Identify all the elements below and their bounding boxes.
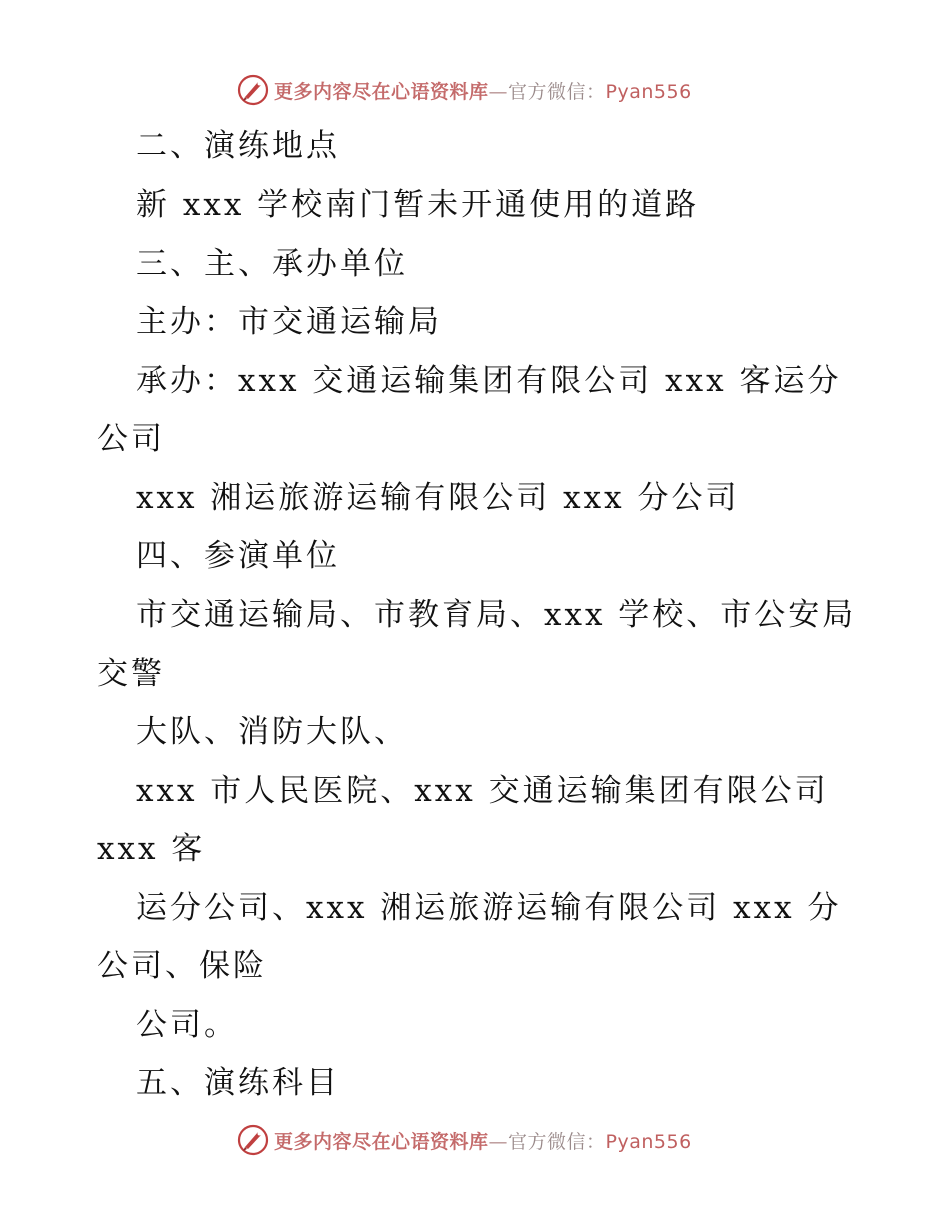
watermark-dash: —	[488, 1130, 509, 1153]
paragraph-line: xxx 客	[97, 831, 206, 867]
quill-pen-logo-icon	[236, 1123, 270, 1157]
watermark-label: 官方微信：	[508, 1130, 606, 1153]
footer-watermark	[236, 1122, 716, 1158]
watermark-label: 官方微信：	[508, 80, 606, 103]
section-heading-drill-subjects: 五、演练科目	[136, 1065, 340, 1101]
paragraph-line: 公司。	[136, 1007, 238, 1043]
paragraph-line: xxx 湘运旅游运输有限公司 xxx 分公司	[136, 480, 740, 516]
paragraph-line: 公司	[97, 421, 165, 457]
section-heading-location: 二、演练地点	[136, 128, 340, 164]
paragraph-line: 大队、消防大队、	[136, 714, 408, 750]
paragraph-line: 市交通运输局、市教育局、xxx 学校、市公安局	[136, 597, 857, 633]
watermark-text	[274, 1127, 692, 1154]
watermark-main: 更多内容尽在心语资料库	[274, 80, 489, 103]
paragraph-line: xxx 市人民医院、xxx 交通运输集团有限公司	[136, 773, 829, 809]
quill-pen-logo-icon	[236, 73, 270, 107]
watermark-main: 更多内容尽在心语资料库	[274, 1130, 489, 1153]
watermark-text	[274, 77, 692, 104]
watermark-wechat-id: Pyan556	[605, 1130, 692, 1153]
paragraph-line: 交警	[97, 656, 165, 692]
paragraph-line: 主办：市交通运输局	[136, 304, 442, 340]
paragraph-line: 公司、保险	[97, 948, 267, 984]
paragraph-line: 新 xxx 学校南门暂未开通使用的道路	[136, 187, 700, 223]
section-heading-participants: 四、参演单位	[136, 538, 340, 574]
watermark-wechat-id: Pyan556	[605, 80, 692, 103]
paragraph-line: 承办：xxx 交通运输集团有限公司 xxx 客运分	[136, 363, 842, 399]
header-watermark	[236, 72, 716, 108]
section-heading-organizers: 三、主、承办单位	[136, 246, 408, 282]
watermark-dash: —	[488, 80, 509, 103]
paragraph-line: 运分公司、xxx 湘运旅游运输有限公司 xxx 分	[136, 890, 842, 926]
